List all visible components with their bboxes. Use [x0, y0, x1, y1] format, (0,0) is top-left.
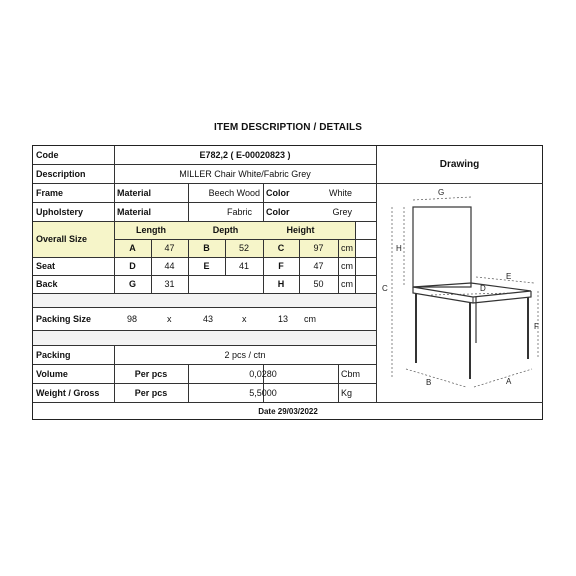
dim-val-b: 52	[238, 243, 249, 253]
overall-unit: cm	[341, 243, 353, 253]
packing-height: 13	[278, 313, 289, 324]
volume-per: Per pcs	[134, 368, 168, 379]
packing-label: Packing	[36, 349, 71, 360]
back-unit: cm	[341, 279, 353, 289]
back-label: Back	[36, 279, 58, 289]
overall-size-label: Overall Size	[36, 234, 88, 244]
packing-unit: cm	[304, 313, 316, 324]
dim-key-g: G	[128, 279, 136, 289]
frame-label: Frame	[36, 187, 64, 198]
dim-key-a: A	[129, 243, 136, 253]
upholstery-color-value: Grey	[332, 206, 352, 217]
spacer-row	[33, 330, 376, 345]
label-c: C	[382, 284, 388, 293]
description-label: Description	[36, 168, 86, 179]
dim-val-d: 44	[164, 261, 175, 271]
dim-key-c: C	[277, 243, 285, 253]
frame-material-value: Beech Wood	[208, 187, 260, 198]
dim-val-g: 31	[164, 279, 175, 289]
frame-material-label: Material	[117, 187, 152, 198]
weight-value: 5,5000	[249, 387, 277, 398]
dim-key-f: F	[278, 261, 284, 271]
upholstery-label: Upholstery	[36, 206, 84, 217]
packing-size-label: Packing Size	[36, 313, 92, 324]
spacer-row	[33, 293, 376, 307]
seat-unit: cm	[341, 261, 353, 271]
dim-key-e: E	[203, 261, 210, 271]
packing-length: 98	[127, 313, 138, 324]
dim-key-d: D	[129, 261, 136, 271]
frame-color-value: White	[328, 187, 352, 198]
chair-drawing	[376, 183, 543, 402]
depth-header: Depth	[212, 225, 239, 235]
upholstery-material-value: Fabric	[226, 206, 252, 217]
height-header: Height	[286, 225, 315, 235]
label-e: E	[506, 272, 512, 281]
label-g: G	[438, 188, 445, 197]
weight-unit: Kg	[341, 387, 353, 398]
length-header: Length	[136, 225, 166, 235]
upholstery-color-label: Color	[266, 206, 290, 217]
code-value: E782,2 ( E-00020823 )	[199, 150, 291, 160]
dim-val-c: 97	[313, 243, 324, 253]
date-stamp: Date 29/03/2022	[258, 406, 318, 416]
drawing-title: Drawing	[439, 159, 480, 170]
upholstery-material-label: Material	[117, 206, 152, 217]
spec-sheet	[32, 145, 543, 420]
volume-value: 0,0280	[249, 368, 277, 379]
label-a: A	[506, 377, 512, 386]
weight-label: Weight / Gross	[36, 387, 100, 398]
packing-value: 2 pcs / ctn	[224, 349, 266, 360]
dim-val-e: 41	[238, 261, 249, 271]
label-d: D	[480, 284, 486, 293]
packing-x1: x	[167, 313, 172, 324]
seat-label: Seat	[36, 261, 56, 271]
packing-width: 43	[203, 313, 214, 324]
description-value: MILLER Chair White/Fabric Grey	[179, 168, 311, 179]
label-h: H	[396, 244, 402, 253]
dim-val-a: 47	[164, 243, 175, 253]
volume-label: Volume	[36, 368, 68, 379]
volume-unit: Cbm	[341, 368, 361, 379]
page-title: ITEM DESCRIPTION / DETAILS	[214, 122, 362, 133]
label-b: B	[426, 378, 432, 387]
weight-per: Per pcs	[134, 387, 168, 398]
dim-val-h: 50	[313, 279, 324, 289]
frame-color-label: Color	[266, 187, 290, 198]
dim-key-b: B	[203, 243, 210, 253]
code-label: Code	[36, 150, 59, 160]
dim-key-h: H	[277, 279, 285, 289]
label-f: F	[534, 322, 539, 331]
dim-val-f: 47	[313, 261, 324, 271]
packing-x2: x	[242, 313, 247, 324]
